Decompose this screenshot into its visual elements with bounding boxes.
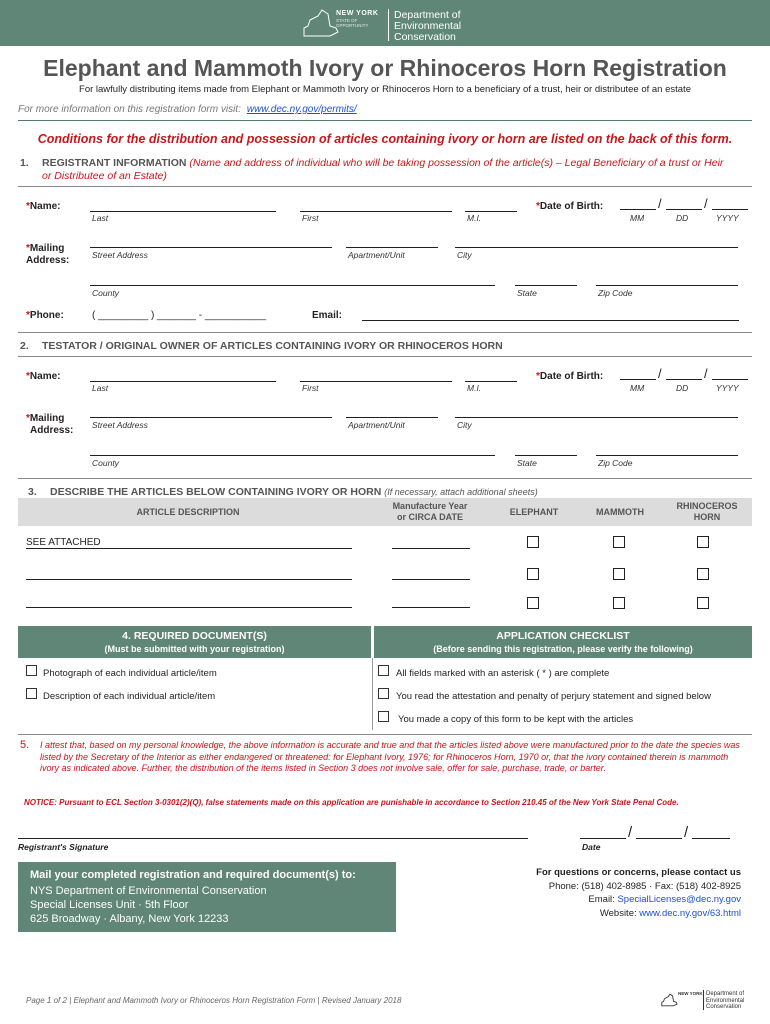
testator-dob-yyyy-field[interactable] [712,379,748,380]
registrant-city-field[interactable] [455,247,738,248]
testator-dob-mm-field[interactable] [620,379,656,380]
testator-dob-label [536,371,603,382]
required-documents-header [18,626,371,658]
testator-mailing-label [26,413,73,437]
registrant-street-field[interactable] [90,247,332,248]
contact-info [500,866,741,920]
col-rhino-line1: RHINOCEROS [676,501,738,511]
contact-website-link[interactable]: www.dec.ny.gov/63.html [639,907,741,919]
col-mammoth: MAMMOTH [596,507,644,517]
checklist-copy: You made a copy of this form to be kept with the articles [398,714,634,725]
attestation-statement: I attest that, based on my personal knowledge, the above information is accurate and true and that the articles listed above were manufactured prior to the date the species was listed by the Secretary of the Interior as either endangered or threatened: for Elephant Ivory, 1976; for Rhinoceros Horn, 1970 or, that the ivory contained therein is mammoth ivory as indicated above. Further, the distribution of the items listed in Section 3 does not involve sale, offer for sale, purchase, trade, or barter. [40,740,740,773]
required-asterisk: * [26,413,30,424]
registrant-dob-yyyy-field[interactable] [712,209,748,210]
first-caption: First [302,213,319,223]
checklist-asterisk-fields: All fields marked with an asterisk ( * ) are complete [396,668,610,679]
required-doc-photograph: Photograph of each individual article/item [43,668,217,679]
last-caption: Last [92,213,109,223]
article-row1-description[interactable]: SEE ATTACHED [26,537,101,548]
date-slash: / [658,196,662,211]
mail-line-3: 625 Broadway · Albany, New York 12233 [30,913,229,925]
registrant-first-name-field[interactable] [300,211,452,212]
apt-caption: Apartment/Unit [348,420,405,430]
required-asterisk: * [26,243,30,254]
section2-number: 2. [20,340,29,352]
county-caption: County [92,458,119,468]
last-caption: Last [92,383,109,393]
required-asterisk: * [26,371,30,382]
date-caption: Date [582,842,601,852]
contact-heading: For questions or concerns, please contact us [536,867,741,878]
section5-top-rule [18,734,752,735]
contact-email-row [500,893,741,907]
signature-date-mm-field[interactable] [580,838,626,839]
more-info-text: For more information on this registration form visit: [18,104,241,115]
first-caption: First [302,383,319,393]
footer-logo-department: Department of Environmental Conservation [706,991,745,1010]
contact-phone: Phone: (518) 402-8985 · Fax: (518) 402-8925 [548,880,741,892]
col-year-line1: Manufacture Year [392,501,468,511]
section3-note: (If necessary, attach additional sheets) [384,487,538,497]
signature-caption: Registrant's Signature [18,842,109,852]
section1-number: 1. [20,157,29,169]
registrant-dob-dd-field[interactable] [666,209,702,210]
col-elephant: ELEPHANT [509,507,559,517]
footer-dec-logo [660,988,752,1012]
new-york-state-map-icon [660,990,678,1010]
registrant-zip-field[interactable] [596,285,738,286]
section5-number: 5. [20,739,30,751]
article-row2-mammoth-checkbox[interactable] [613,568,625,580]
footer-logo-state: NEW YORK [678,991,703,996]
email-label: Email: [588,894,615,905]
copy-kept-checkbox[interactable] [378,711,389,722]
col-manufacture-year [380,501,480,523]
testator-zip-field[interactable] [596,455,738,456]
website-label: Website: [599,907,637,919]
section3-top-rule [18,478,752,479]
required-asterisk: * [536,201,540,212]
mailing-label-text: Mailing [29,243,65,254]
article-row1-year[interactable] [392,548,470,549]
col-rhinoceros-horn [662,501,752,523]
section1-note: (Name and address of individual who will be taking possession of the article(s) – Legal Beneficiary of a trust or Heir [189,157,724,169]
zip-caption: Zip Code [598,458,633,468]
testator-name-label [26,371,60,382]
date-slash: / [658,366,662,381]
article-row3-year[interactable] [392,607,470,608]
name-label-text: Name: [29,201,61,212]
dob-label-text: Date of Birth: [539,201,604,212]
conditions-notice: Conditions for the distribution and possession of articles containing ivory or horn are listed on the back of this form. [37,132,733,146]
date-slash: / [684,824,689,841]
mail-heading: Mail your completed registration and required document(s) to: [30,869,356,881]
zip-caption: Zip Code [598,288,633,298]
testator-street-field[interactable] [90,417,332,418]
required-asterisk: * [26,310,30,321]
mi-caption: M.I. [467,383,482,393]
article-row2-elephant-checkbox[interactable] [527,568,539,580]
required-asterisk: * [26,201,30,212]
state-caption: State [517,288,537,298]
registrant-mailing-label [26,243,69,267]
mailing-label-text: Mailing [29,413,65,424]
testator-state-field[interactable] [515,455,577,456]
article-row3-rhino-checkbox[interactable] [697,597,709,609]
section1-rule [18,186,752,187]
new-york-state-map-icon [300,6,340,40]
section2-title: TESTATOR / ORIGINAL OWNER OF ARTICLES CONTAINING IVORY OR RHINOCEROS HORN [42,340,503,352]
page-title: Elephant and Mammoth Ivory or Rhinoceros Horn Registration [43,55,727,81]
logo-department-name: Department of Environmental Conservation [394,9,462,43]
street-caption: Street Address [92,250,148,260]
registrant-email-field[interactable] [362,320,739,321]
section1-heading [42,157,762,183]
required-asterisk: * [536,371,540,382]
more-info [18,104,357,115]
article-row3-description[interactable] [26,607,352,608]
checklist-sub: (Before sending this registration, please verify the following) [433,644,693,654]
article-row2-rhino-checkbox[interactable] [697,568,709,580]
testator-first-name-field[interactable] [300,381,452,382]
article-row1-line[interactable] [26,548,352,549]
logo-state-name: NEW YORK [336,10,379,17]
testator-mi-field[interactable] [465,381,517,382]
street-caption: Street Address [92,420,148,430]
registrant-name-label [26,201,60,212]
registrant-county-field[interactable] [90,285,495,286]
logo-divider [388,9,389,41]
col-year-line2: or CIRCA DATE [397,512,463,522]
asterisk-fields-checkbox[interactable] [378,665,389,676]
application-checklist-header [374,626,752,658]
section1-title: REGISTRANT INFORMATION [42,157,187,169]
section2-top-rule [18,332,752,333]
article-row2-description[interactable] [26,579,352,580]
testator-last-name-field[interactable] [90,381,276,382]
required-doc-description: Description of each individual article/item [43,691,216,702]
page-footer: Page 1 of 2 | Elephant and Mammoth Ivory or Rhinoceros Horn Registration Form | Revised January 2018 [26,996,402,1005]
testator-county-field[interactable] [90,455,495,456]
city-caption: City [457,420,472,430]
required-documents-title: 4. REQUIRED DOCUMENT(S) [122,630,267,642]
county-caption: County [92,288,119,298]
address-label-text: Address: [26,255,70,266]
required-documents-sub: (Must be submitted with your registration) [104,644,285,654]
registrant-mi-field[interactable] [465,211,517,212]
testator-city-field[interactable] [455,417,738,418]
state-caption: State [517,458,537,468]
page-subtitle: For lawfully distributing items made from Elephant or Mammoth Ivory or Rhinoceros Horn to a beneficiary of a trust, heir or distributee of an estate [79,84,691,95]
name-label-text: Name: [29,371,61,382]
registrant-apt-field[interactable] [346,247,438,248]
photograph-checkbox[interactable] [26,665,37,676]
registrant-dob-label [536,201,603,212]
dd-caption: DD [676,213,689,223]
registrant-dob-mm-field[interactable] [620,209,656,210]
section3-title: DESCRIBE THE ARTICLES BELOW CONTAINING IVORY OR HORN [50,486,382,498]
registrant-email-label: Email: [312,310,343,321]
logo-state-tagline: STATE OF OPPORTUNITY [336,18,369,28]
description-checkbox[interactable] [26,688,37,699]
signature-date-yyyy-field[interactable] [692,838,730,839]
yyyy-caption: YYYY [716,383,739,393]
address-label-text: Address: [30,425,74,436]
mm-caption: MM [630,213,645,223]
column-divider [372,658,373,730]
section3-number: 3. [28,486,37,498]
signature-field[interactable] [18,838,528,839]
phone-label-text: Phone: [29,310,64,321]
article-row1-mammoth-checkbox[interactable] [613,536,625,548]
dd-caption: DD [676,383,689,393]
contact-website-row [500,907,741,921]
yyyy-caption: YYYY [716,213,739,223]
col-rhino-line2: HORN [693,512,721,522]
testator-dob-dd-field[interactable] [666,379,702,380]
contact-email-link[interactable]: SpecialLicenses@dec.ny.gov [617,894,741,905]
section3-heading [50,486,538,498]
registrant-last-name-field[interactable] [90,211,276,212]
registrant-phone-label [26,310,64,321]
section2-rule [18,356,752,357]
testator-apt-field[interactable] [346,417,438,418]
perjury-notice: NOTICE: Pursuant to ECL Section 3-0301(2)(Q), false statements made on this application are punishable in accordance to Section 210.45 of the New York State Penal Code. [24,798,679,807]
dec-logo [300,6,480,42]
col-article-description: ARTICLE DESCRIPTION [136,507,240,517]
footer-logo-divider [703,990,704,1010]
checklist-attestation: You read the attestation and penalty of perjury statement and signed below [396,691,711,702]
registrant-state-field[interactable] [515,285,577,286]
article-row2-year[interactable] [392,579,470,580]
article-row1-rhino-checkbox[interactable] [697,536,709,548]
attestation-read-checkbox[interactable] [378,688,389,699]
dob-label-text: Date of Birth: [539,371,604,382]
divider-line [18,120,752,121]
date-slash: / [704,196,708,211]
mail-line-2: Special Licenses Unit · 5th Floor [30,899,189,911]
articles-table-header [18,498,752,526]
date-slash: / [704,366,708,381]
registrant-phone-field[interactable]: ( _________ ) _______ - ___________ [92,310,267,321]
checklist-title: APPLICATION CHECKLIST [496,630,630,642]
mail-to-box [18,862,396,932]
section1-note-cont: or Distributee of an Estate) [42,170,167,182]
article-row3-elephant-checkbox[interactable] [527,597,539,609]
article-row3-mammoth-checkbox[interactable] [613,597,625,609]
mm-caption: MM [630,383,645,393]
permits-link[interactable]: www.dec.ny.gov/permits/ [246,104,357,115]
article-row1-elephant-checkbox[interactable] [527,536,539,548]
apt-caption: Apartment/Unit [348,250,405,260]
signature-date-dd-field[interactable] [636,838,682,839]
mail-line-1: NYS Department of Environmental Conservation [30,885,267,897]
date-slash: / [628,824,633,841]
city-caption: City [457,250,472,260]
mi-caption: M.I. [467,213,482,223]
